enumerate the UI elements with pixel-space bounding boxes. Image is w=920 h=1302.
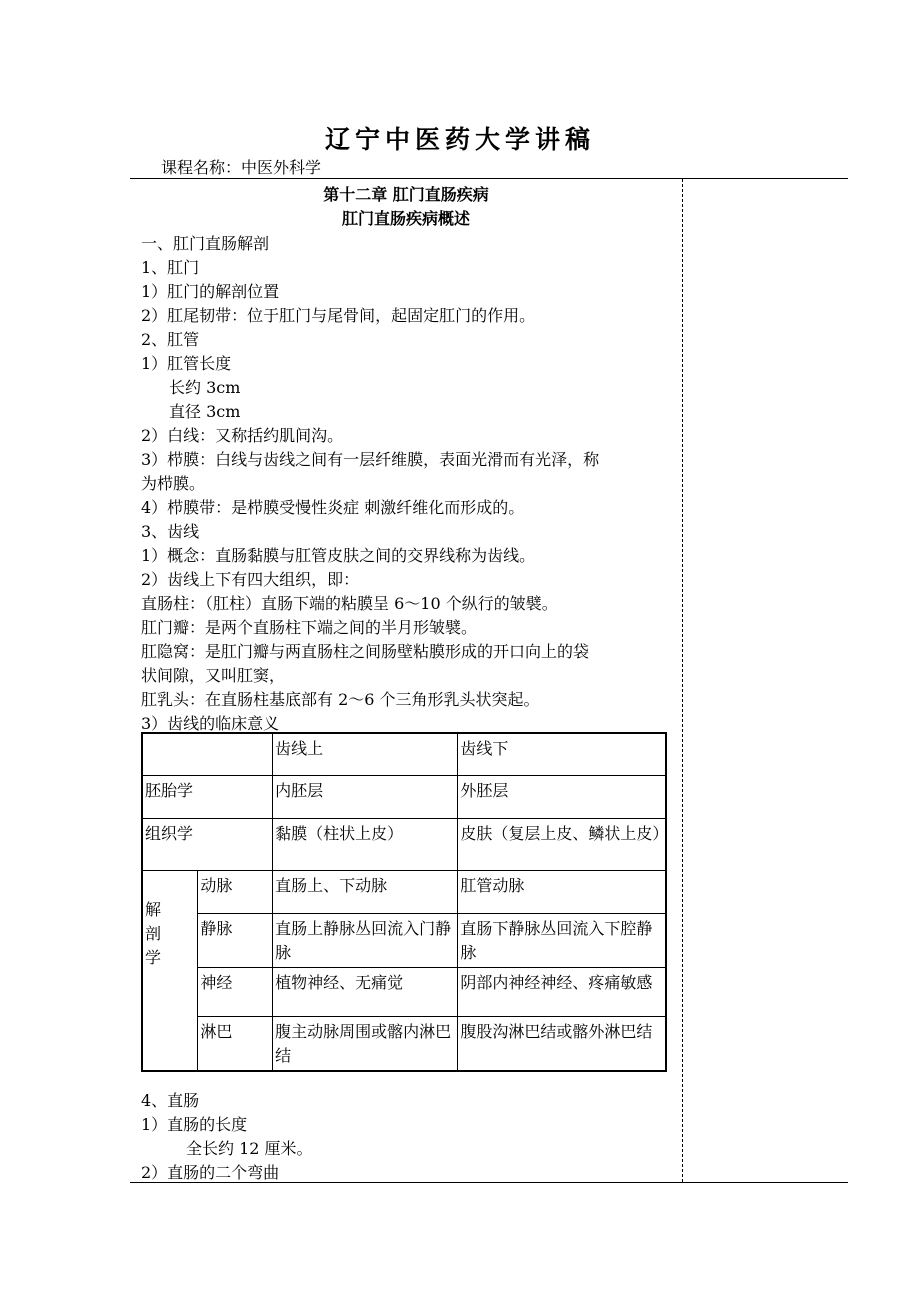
cell-below: 阴部内神经神经、疼痛敏感 bbox=[458, 967, 666, 1016]
table-row bbox=[142, 870, 666, 913]
row-label: 神经 bbox=[198, 967, 273, 1016]
row-label: 动脉 bbox=[198, 870, 273, 913]
table-header-above: 齿线上 bbox=[273, 733, 458, 775]
text-line: 2）齿线上下有四大组织，即： bbox=[141, 570, 360, 589]
section-title: 肛门直肠疾病概述 bbox=[341, 209, 470, 228]
text-line: 肛隐窝：是肛门瓣与两直肠柱之间肠壁粘膜形成的开口向上的袋 bbox=[141, 642, 590, 661]
cell-below: 肛管动脉 bbox=[458, 870, 666, 913]
table-row bbox=[142, 967, 666, 1016]
row-label: 胚胎学 bbox=[142, 775, 273, 818]
dentate-line-significance-table bbox=[141, 732, 667, 1072]
cell-below: 外胚层 bbox=[458, 775, 666, 818]
cell-below: 腹股沟淋巴结或髂外淋巴结 bbox=[458, 1016, 666, 1071]
cell-above: 直肠上静脉丛回流入门静脉 bbox=[273, 913, 458, 967]
cell-below: 皮肤（复层上皮、鳞状上皮） bbox=[458, 818, 666, 870]
text-line: 肛门瓣：是两个直肠柱下端之间的半月形皱襞。 bbox=[141, 618, 478, 637]
text-line: 直肠柱：（肛柱）直肠下端的粘膜呈 6～10 个纵行的皱襞。 bbox=[141, 594, 558, 613]
text-line: 2）白线：又称括约肌间沟。 bbox=[141, 426, 344, 445]
cell-below: 直肠下静脉丛回流入下腔静脉 bbox=[458, 913, 666, 967]
heading-dentate-line: 3、齿线 bbox=[141, 522, 200, 541]
row-label: 静脉 bbox=[198, 913, 273, 967]
anatomy-label-char: 学 bbox=[145, 947, 162, 967]
text-line: 肛乳头：在直肠柱基底部有 2～6 个三角形乳头状突起。 bbox=[141, 690, 540, 709]
table-corner-cell bbox=[142, 733, 273, 775]
text-line: 1）概念：直肠黏膜与肛管皮肤之间的交界线称为齿线。 bbox=[141, 546, 536, 565]
row-label: 组织学 bbox=[142, 818, 273, 870]
table-row bbox=[142, 913, 666, 967]
anatomy-group-label bbox=[142, 870, 198, 1071]
table-header-below: 齿线下 bbox=[458, 733, 666, 775]
text-line: 1）肛门的解剖位置 bbox=[141, 282, 280, 301]
text-line: 为栉膜。 bbox=[141, 474, 206, 493]
heading-rectum: 4、直肠 bbox=[141, 1091, 200, 1110]
text-line: 状间隙，又叫肛窦， bbox=[141, 666, 286, 685]
cell-above: 腹主动脉周围或髂内淋巴结 bbox=[273, 1016, 458, 1071]
text-line: 直径 3cm bbox=[169, 402, 241, 421]
cell-above: 黏膜（柱状上皮） bbox=[273, 818, 458, 870]
text-line: 1）肛管长度 bbox=[141, 354, 232, 373]
header-rule bbox=[130, 178, 848, 179]
anatomy-label-char: 剖 bbox=[145, 923, 162, 943]
text-line: 2）直肠的二个弯曲 bbox=[141, 1163, 280, 1182]
text-line: 1）直肠的长度 bbox=[141, 1115, 248, 1134]
footer-rule bbox=[130, 1182, 848, 1183]
text-line: 长约 3cm bbox=[169, 378, 241, 397]
table-header-row bbox=[142, 733, 666, 775]
table-row bbox=[142, 1016, 666, 1071]
cell-above: 内胚层 bbox=[273, 775, 458, 818]
text-line: 全长约 12 厘米。 bbox=[186, 1139, 313, 1158]
table-row bbox=[142, 818, 666, 870]
course-name: 课程名称：中医外科学 bbox=[161, 158, 322, 177]
heading-anatomy: 一、肛门直肠解剖 bbox=[141, 234, 270, 253]
heading-anus: 1、肛门 bbox=[141, 258, 200, 277]
text-line: 2）肛尾韧带：位于肛门与尾骨间，起固定肛门的作用。 bbox=[141, 306, 536, 325]
cell-above: 植物神经、无痛觉 bbox=[273, 967, 458, 1016]
text-line: 3）齿线的临床意义 bbox=[141, 714, 280, 733]
chapter-title: 第十二章 肛门直肠疾病 bbox=[323, 185, 489, 204]
row-label: 淋巴 bbox=[198, 1016, 273, 1071]
table-row bbox=[142, 775, 666, 818]
text-line: 4）栉膜带：是栉膜受慢性炎症 刺激纤维化而形成的。 bbox=[141, 498, 525, 517]
anatomy-label-char: 解 bbox=[145, 899, 162, 919]
heading-anal-canal: 2、肛管 bbox=[141, 330, 200, 349]
lecture-title: 辽宁中医药大学讲稿 bbox=[324, 125, 595, 154]
margin-dashed-divider bbox=[682, 179, 683, 1182]
cell-above: 直肠上、下动脉 bbox=[273, 870, 458, 913]
text-line: 3）栉膜：白线与齿线之间有一层纤维膜，表面光滑而有光泽，称 bbox=[141, 450, 600, 469]
